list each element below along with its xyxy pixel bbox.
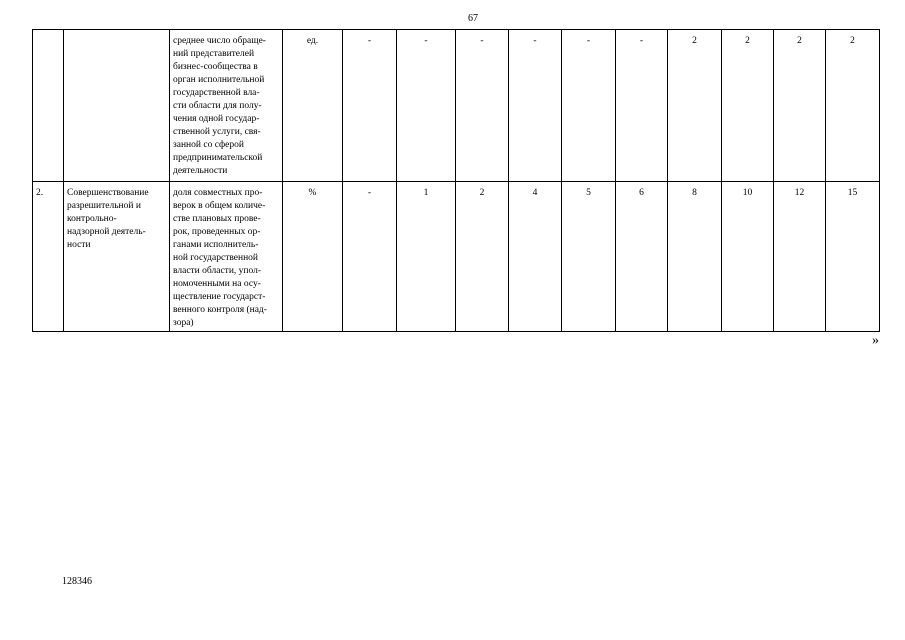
value-cell: 6 — [616, 182, 668, 332]
value-cell: 12 — [774, 182, 826, 332]
value-cell: - — [397, 30, 456, 182]
document-code: 128346 — [62, 576, 92, 587]
value-cell: - — [456, 30, 509, 182]
indicators-table — [32, 29, 880, 332]
value-cell: - — [509, 30, 562, 182]
value-cell: 5 — [562, 182, 616, 332]
value-cell: 2 — [722, 30, 774, 182]
row-number-cell — [33, 30, 64, 182]
direction-cell: Совершенствование разрешительной и контрольно- надзорной деятель- ности — [64, 182, 170, 332]
unit-cell: ед. — [283, 30, 343, 182]
value-cell: 2 — [456, 182, 509, 332]
table-row — [33, 182, 880, 332]
value-cell: 2 — [826, 30, 880, 182]
value-cell: 15 — [826, 182, 880, 332]
value-cell: - — [616, 30, 668, 182]
value-cell: 1 — [397, 182, 456, 332]
value-cell: - — [343, 182, 397, 332]
value-cell: 2 — [668, 30, 722, 182]
indicator-cell: среднее число обраще- ний представителей бизнес-сообщества в орган исполнительной государственной вла- сти области для полу- чения одной государ- ственной услуги, свя- занной со сферой предпринимательской деятельности — [170, 30, 283, 182]
value-cell: 10 — [722, 182, 774, 332]
value-cell: - — [343, 30, 397, 182]
row-number-cell: 2. — [33, 182, 64, 332]
indicator-cell: доля совместных про- верок в общем количе- стве плановых прове- рок, проведенных ор- ганами исполнитель- ной государственной власти области, упол- номоченными на осу- ществление государст- венного контроля (над- зора) — [170, 182, 283, 332]
page-number: 67 — [468, 13, 478, 24]
table-row — [33, 30, 880, 182]
value-cell: - — [562, 30, 616, 182]
direction-cell — [64, 30, 170, 182]
value-cell: 4 — [509, 182, 562, 332]
value-cell: 8 — [668, 182, 722, 332]
unit-cell: % — [283, 182, 343, 332]
closing-quote: » — [872, 333, 879, 348]
value-cell: 2 — [774, 30, 826, 182]
